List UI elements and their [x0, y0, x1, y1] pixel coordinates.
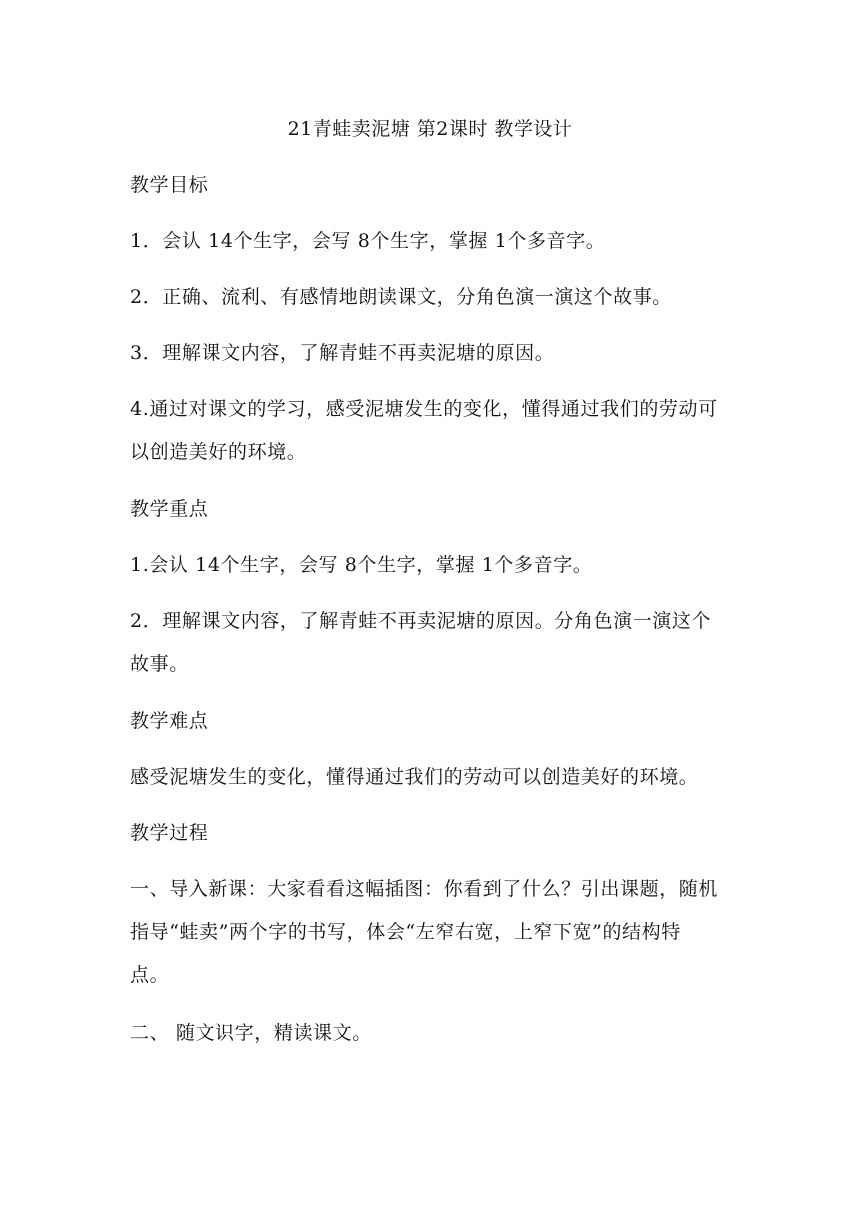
difficulty-heading: 教学难点	[130, 710, 209, 732]
process-heading: 教学过程	[130, 822, 209, 844]
document-title: 21青蛙卖泥塘 第2课时 教学设计	[287, 118, 573, 140]
goal-item-4-line-2: 以创造美好的环境。	[130, 441, 307, 463]
goal-item-1: 1．会认 14个生字，会写 8个生字，掌握 1个多音字。	[130, 230, 606, 252]
process-step-2: 二、 随文识字，精读课文。	[130, 1022, 372, 1044]
process-step-1-line-3: 点。	[130, 964, 170, 986]
key-point-2-line-2: 故事。	[130, 653, 189, 675]
key-points-heading: 教学重点	[130, 498, 209, 520]
key-point-1: 1.会认 14个生字，会写 8个生字，掌握 1个多音字。	[130, 554, 593, 576]
goal-item-3: 3．理解课文内容，了解青蛙不再卖泥塘的原因。	[130, 342, 555, 364]
key-point-2-line-1: 2．理解课文内容，了解青蛙不再卖泥塘的原因。分角色演一演这个	[130, 610, 712, 632]
process-step-1-line-2: 指导“蛙卖”两个字的书写，体会“左窄右宽，上窄下宽”的结构特	[130, 921, 681, 943]
goals-heading: 教学目标	[130, 174, 209, 196]
process-step-1-line-1: 一、导入新课：大家看看这幅插图：你看到了什么？引出课题，随机	[130, 878, 719, 900]
difficulty-text: 感受泥塘发生的变化，懂得通过我们的劳动可以创造美好的环境。	[130, 766, 699, 788]
goal-item-2: 2．正确、流利、有感情地朗读课文，分角色演一演这个故事。	[130, 286, 672, 308]
goal-item-4-line-1: 4.通过对课文的学习，感受泥塘发生的变化，懂得通过我们的劳动可	[130, 398, 718, 420]
